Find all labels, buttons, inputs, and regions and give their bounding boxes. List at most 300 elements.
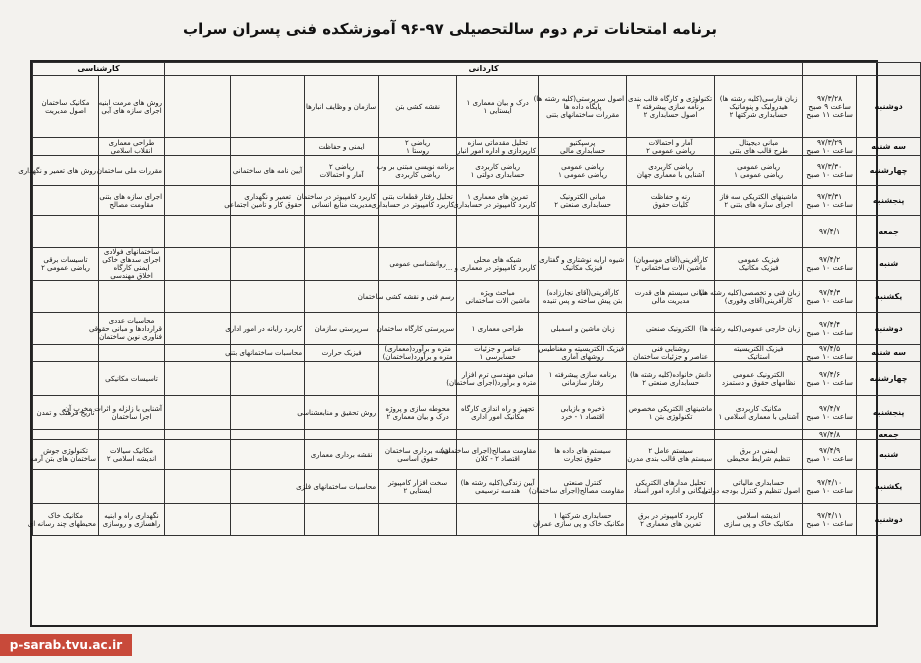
exam-slot: [376, 313, 457, 345]
course-name: روش های تعمیر و نگهداری: [18, 166, 97, 175]
exam-slot: [539, 138, 627, 156]
exam-slot: [231, 156, 305, 186]
exam-slot: [305, 216, 379, 248]
schedule-row: [33, 396, 921, 430]
course-name: تکنولوژی جوش: [43, 446, 88, 455]
course-name: مقاومت مصالح(اجرای ساختمان): [528, 486, 625, 495]
exam-slot: [231, 504, 305, 536]
exam-slot: [165, 362, 231, 396]
exam-slot: [457, 396, 539, 430]
exam-slot: [440, 440, 539, 470]
course-name: اجرای سازه های آبی: [101, 106, 162, 115]
course-name: برنامه سازی پیشرفته ۲: [636, 102, 705, 111]
page-title: برنامه امتحانات ترم دوم سالتحصیلی ۹۷-۹۶ آموزشکده فنی پسران سراب: [183, 20, 717, 38]
exam-slot: [715, 76, 803, 138]
exam-slot: [715, 362, 803, 396]
exam-slot: [379, 248, 457, 281]
course-name: ریاضی ۲: [328, 162, 355, 171]
course-name: حسابداری شرکتها ۱: [553, 511, 612, 520]
exam-slot: [305, 430, 379, 440]
course-name: متره و برآورد(ساختمان): [382, 353, 453, 361]
exam-slot: [539, 396, 627, 430]
schedule-row: [33, 76, 921, 138]
exam-slot: [305, 313, 379, 345]
exam-slot: [446, 362, 539, 396]
course-name: ریاضی عمومی ۱: [734, 170, 784, 179]
course-name: اجرای سازه های بتنی: [99, 192, 163, 201]
schedule-row: [33, 186, 921, 216]
schedule-row: [33, 440, 921, 470]
course-name: دانش خانواده(کلیه رشته ها): [629, 370, 712, 379]
course-name: بتن پیش ساخته و پس تنیده: [542, 296, 623, 305]
course-name: محوطه سازی و پروژه: [385, 404, 450, 413]
exam-slot: [296, 470, 379, 504]
date-cell: [803, 216, 857, 248]
course-name: مکانیک سیالات: [110, 446, 154, 455]
course-name: روشنایی فنی: [651, 345, 690, 353]
course-name: تکنولوژی بتن ۱: [648, 412, 693, 421]
course-name: حقوق اساسی: [397, 454, 438, 463]
exam-slot: [305, 345, 379, 362]
exam-slot: [627, 248, 715, 281]
exam-slot: [165, 504, 231, 536]
course-name: آشنایی با زلزله و اثرات مخرب آن: [64, 404, 163, 413]
day-cell: جمعه: [857, 430, 921, 440]
exam-slot: [539, 216, 627, 248]
schedule-row: [33, 313, 921, 345]
course-name: نقشه برداری معماری: [310, 450, 373, 459]
exam-slot: [627, 504, 715, 536]
exam-slot: [627, 186, 715, 216]
course-name: کاربرد کامپیوتر در برق: [638, 511, 704, 520]
course-name: روستا ۱: [406, 146, 430, 155]
course-name: راهسازی و روسازی: [102, 519, 161, 528]
date-cell: [803, 156, 857, 186]
exam-slot: [457, 156, 539, 186]
day-cell: دوشنبه: [857, 76, 921, 138]
header-kardani: کاردانی: [165, 63, 803, 76]
course-name: متره و برآورد(اجرای ساختمان): [446, 378, 537, 387]
date-cell: [803, 470, 857, 504]
date-value: ۹۷/۳/۳۱: [817, 191, 843, 201]
exam-slot: [165, 76, 231, 138]
exam-slot: [539, 186, 627, 216]
exam-slot: [379, 504, 457, 536]
date-value: ۹۷/۴/۱: [819, 226, 841, 236]
course-name: نقشه کشی بتن: [395, 102, 440, 111]
course-name: مبانی مهندسی ترم افزار: [461, 370, 534, 379]
date-cell: [803, 76, 857, 138]
course-name: مقاومت مصالح: [109, 200, 154, 209]
karshenasi-slot: [33, 248, 99, 281]
schedule-row: [33, 248, 921, 281]
exam-slot: [702, 470, 803, 504]
day-cell: دوشنبه: [857, 504, 921, 536]
exam-slot: [715, 430, 803, 440]
exam-slot: [627, 156, 715, 186]
course-name: اجرای سازه های بتنی ۲: [724, 200, 793, 209]
course-name: ساختمان های بتن آرمه: [30, 454, 97, 463]
exam-slot: [379, 138, 457, 156]
course-name: اندیشه اسلامی: [736, 511, 781, 520]
course-name: ماشین الات ساختمانی: [465, 296, 530, 305]
exam-slot: [371, 186, 457, 216]
exam-slot: [453, 186, 539, 216]
exam-slot: [715, 186, 803, 216]
course-name: محاسبات ساختمانهای فلزی: [296, 482, 377, 491]
schedule-row: [33, 281, 921, 313]
course-name: عناصر و جزئیات ساختمان: [633, 353, 709, 361]
course-name: حسابداری دولتی ۱: [470, 170, 525, 179]
course-name: زبان خارجی عمومی(کلیه رشته ها): [699, 324, 801, 333]
course-name: رفتار سازمانی: [561, 378, 604, 387]
course-name: شیوه ارایه نوشتاری و گفتاری: [539, 256, 625, 264]
exam-slot: [457, 470, 539, 504]
day-cell: چهارشنبه: [857, 362, 921, 396]
course-name: تاسیسات برقی: [43, 256, 88, 264]
exam-slot: [539, 156, 627, 186]
exam-slot: [539, 313, 627, 345]
course-name: کاربرد رایانه در امور اداری: [225, 324, 303, 333]
karshenasi-slot: [99, 248, 165, 281]
exam-slot: [297, 396, 379, 430]
course-name: مکانیک ساختمان: [41, 98, 90, 107]
exam-slot: [165, 430, 231, 440]
karshenasi-slot: [33, 138, 99, 156]
exam-slot: [379, 76, 457, 138]
course-name: مباحث ویژه: [480, 288, 515, 297]
course-name: اندیشه اسلامی ۲: [106, 454, 157, 463]
exam-slot: [627, 138, 715, 156]
course-name: بایگانی و اداره امور اسناد: [633, 486, 708, 495]
karshenasi-slot: [99, 362, 165, 396]
course-name: ریاضی کاربردی: [475, 162, 520, 171]
course-name: تجهیز و راه اندازی کارگاه: [460, 404, 535, 413]
date-value: ۹۷/۴/۶: [819, 369, 841, 379]
exam-time: ساعت ۱۰ صبح: [806, 485, 853, 495]
exam-slot: [305, 76, 379, 138]
course-name: فیزیک عمومی: [738, 256, 780, 264]
course-name: ریاضی عمومی ۲: [41, 264, 90, 272]
course-name: ایستایی ۱: [483, 106, 512, 115]
course-name: تنظیم شرایط محیطی: [726, 454, 791, 463]
exam-slot: [305, 440, 379, 470]
course-name: درک و بیان معماری ۱: [466, 98, 529, 107]
course-name: کاربرد کامپیوتر در حسابداری: [453, 200, 537, 209]
date-cell: [803, 138, 857, 156]
course-name: ریاضی عمومی ۱: [558, 170, 608, 179]
day-cell: سه شنبه: [857, 138, 921, 156]
schedule-row: [33, 345, 921, 362]
karshenasi-slot: [33, 345, 99, 362]
exam-slot: [457, 76, 539, 138]
exam-slot: [165, 313, 231, 345]
exam-slot: [305, 504, 379, 536]
karshenasi-slot: [33, 470, 99, 504]
day-cell: جمعه: [857, 216, 921, 248]
exam-slot: [165, 138, 231, 156]
exam-slot: [305, 362, 379, 396]
course-name: طراحی معماری ۱: [471, 324, 524, 333]
course-name: اصول سرپرستی(کلیه رشته ها): [533, 94, 625, 103]
karshenasi-slot: [33, 396, 99, 430]
schedule-row: [33, 504, 921, 536]
course-name: متره و برآورد(معماری): [384, 345, 451, 353]
header-row: [33, 63, 921, 76]
course-name: مکانیک خاک و پی سازی: [723, 519, 794, 528]
course-name: ریاضی کاربردی: [648, 162, 693, 171]
course-name: مبانی سیستم های قدرت: [634, 288, 707, 297]
exam-slot: [457, 504, 539, 536]
course-name: مکانیک خاک و پی سازی عمران: [532, 519, 625, 528]
exam-slot: [533, 76, 627, 138]
date-value: ۹۷/۴/۵: [819, 344, 841, 353]
exam-slot: [305, 156, 379, 186]
exam-time: ساعت ۱۰ صبح: [806, 295, 853, 305]
course-name: قراردادها و مبانی حقوقی: [88, 324, 163, 333]
date-cell: [803, 248, 857, 281]
date-cell: [803, 504, 857, 536]
course-name: ایمنی در برق: [739, 446, 778, 455]
header-karshenasi: کارشناسی: [33, 63, 165, 76]
day-cell: دوشنبه: [857, 313, 921, 345]
course-name: کارپردازی و اداره امور انبار: [456, 146, 537, 155]
exam-slot: [231, 430, 305, 440]
course-name: مدیریت منابع انسانی: [311, 200, 372, 209]
course-name: فیزیک مکانیک: [562, 264, 603, 272]
course-name: درک و بیان معماری ۲: [386, 412, 449, 421]
course-name: حقوق کار و تامین اجتماعی: [224, 200, 303, 209]
exam-slot: [715, 440, 803, 470]
karshenasi-slot: [33, 281, 99, 313]
exam-slot: [231, 396, 305, 430]
course-name: تحلیل مدارهای الکتریکی: [635, 478, 706, 487]
day-cell: سه شنبه: [857, 345, 921, 362]
course-name: مبانی دیجیتال: [739, 138, 779, 147]
course-name: کاربرد کامپیوتر در حسابداری: [371, 200, 455, 209]
course-name: روشهای آماری: [561, 353, 604, 361]
exam-slot: [715, 248, 803, 281]
course-name: ایمنی و حفاظت: [318, 142, 365, 151]
exam-slot: [539, 345, 627, 362]
course-name: اصول حسابداری ۲: [643, 110, 698, 119]
course-name: طراحی معماری: [108, 138, 155, 147]
exam-slot: [379, 216, 457, 248]
course-name: فیزیک حرارت: [321, 349, 362, 357]
course-name: کاربرد کامپیوتر در ساختمان: [296, 192, 377, 201]
date-value: ۹۷/۴/۱۰: [817, 477, 843, 487]
course-name: کارآفرینی(آقای موسویان): [633, 256, 708, 264]
course-name: پرسپکتیو: [569, 138, 596, 147]
course-name: فناوری نوین ساختمان: [99, 332, 163, 341]
course-name: تمرین های معماری ۱: [467, 192, 529, 201]
exam-slot: [715, 216, 803, 248]
course-name: مقررات ملی ساختمان: [96, 166, 163, 175]
course-name: کنترل صنعتی: [563, 478, 602, 487]
date-cell: [803, 186, 857, 216]
exam-slot: [715, 396, 803, 430]
course-name: سیستم های داده ها: [554, 446, 611, 455]
day-cell: پنجشنبه: [857, 396, 921, 430]
course-name: فیزیک مکانیک: [738, 264, 779, 272]
course-name: آیین زندگی(کلیه رشته ها): [460, 478, 535, 487]
course-name: برنامه نویسی مبتنی بر وب: [376, 162, 455, 171]
exam-slot: [627, 430, 715, 440]
course-name: انقلاب اسلامی: [110, 146, 153, 155]
course-name: مبانی الکترونیک: [559, 192, 606, 201]
course-name: ماشینهای الکتریکی مخصوص: [628, 404, 713, 413]
course-name: سرپرستی سازمان: [314, 324, 369, 333]
date-cell: [803, 281, 857, 313]
exam-schedule-sheet: [18, 60, 908, 627]
header-spacer: [803, 63, 921, 76]
course-name: اصول تنظیم و کنترل بودجه دولتی: [702, 486, 801, 495]
course-name: ریاضی کاربردی: [395, 170, 440, 179]
course-name: محاسبات عددی: [108, 316, 155, 325]
course-name: سیستم عامل ۲: [648, 446, 693, 455]
date-cell: [803, 313, 857, 345]
exam-slot: [379, 430, 457, 440]
exam-slot: [165, 216, 231, 248]
exam-slot: [165, 156, 231, 186]
course-name: تحلیل رفتار قطعات بتنی: [382, 192, 453, 201]
exam-time: ساعت ۱۰ صبح: [806, 352, 853, 361]
course-name: تعمیر و نگهداری: [244, 192, 291, 201]
course-name: هیدرولیک و پنوماتیک: [729, 102, 788, 111]
schedule-row: [33, 138, 921, 156]
day-cell: شنبه: [857, 248, 921, 281]
exam-slot: [379, 396, 457, 430]
site-watermark[interactable]: p-sarab.tvu.ac.ir: [0, 634, 132, 656]
exam-slot: [539, 281, 627, 313]
karshenasi-slot: [99, 76, 165, 138]
exam-slot: [445, 248, 539, 281]
exam-slot: [715, 345, 803, 362]
course-name: کلیات حقوق: [652, 200, 689, 209]
karshenasi-slot: [30, 440, 99, 470]
karshenasi-slot: [99, 430, 165, 440]
exam-time: ساعت ۱۱ صبح: [806, 109, 853, 119]
course-name: تحلیل مقدماتی سازه: [467, 138, 528, 147]
exam-slot: [165, 396, 231, 430]
karshenasi-slot: [99, 138, 165, 156]
karshenasi-slot: [96, 156, 165, 186]
course-name: رسم فنی و نقشه کشی ساختمان: [357, 292, 455, 301]
exam-slot: [539, 362, 627, 396]
exam-slot: [532, 504, 627, 536]
exam-slot: [699, 281, 803, 313]
course-name: الکترونیک صنعتی: [645, 324, 696, 333]
course-name: تاریخ فرهنگ و تمدن: [36, 408, 95, 417]
course-name: رنه و حفاظت: [650, 192, 691, 201]
course-name: مکانیک خاک: [47, 511, 84, 520]
course-name: حسابداری صنعتی ۲: [554, 200, 611, 209]
exam-slot: [231, 281, 305, 313]
karshenasi-slot: [88, 313, 165, 345]
course-name: نگهداری راه و ابنیه: [104, 511, 159, 520]
exam-time: ساعت ۱۰ صبح: [806, 518, 853, 528]
exam-slot: [457, 216, 539, 248]
karshenasi-slot: [18, 156, 99, 186]
exam-slot: [627, 281, 715, 313]
date-cell: [803, 362, 857, 396]
course-name: ریاضی عمومی ۲: [646, 146, 696, 155]
course-name: فیزیک الکتریسیته: [733, 345, 784, 353]
exam-slot: [379, 440, 457, 470]
exam-slot: [457, 345, 539, 362]
day-cell: یکشنبه: [857, 470, 921, 504]
exam-slot: [231, 138, 305, 156]
exam-time: ساعت ۱۰ صبح: [806, 145, 853, 155]
course-name: حسابداری صنعتی ۲: [642, 378, 699, 387]
date-value: ۹۷/۴/۲: [819, 255, 841, 264]
exam-slot: [231, 362, 305, 396]
exam-slot: [376, 156, 457, 186]
course-name: آیین نامه های ساختمانی: [232, 166, 303, 175]
exam-time: ساعت ۱۰ صبح: [806, 377, 853, 387]
date-value: ۹۷/۴/۷: [819, 403, 841, 413]
exam-slot: [457, 313, 539, 345]
course-name: مقاومت مصالح(اجرای ساختمان): [440, 446, 537, 455]
exam-slot: [231, 216, 305, 248]
schedule-row: [33, 470, 921, 504]
exam-slot: [357, 281, 457, 313]
exam-time: ساعت ۱۰ صبح: [806, 453, 853, 463]
course-name: اقتصاد ۲ - کلان: [475, 454, 520, 463]
course-name: محیطهای چند رسانه ای: [27, 519, 97, 528]
exam-slot: [165, 440, 231, 470]
course-name: کاربرد کامپیوتر در معماری و ...: [445, 264, 537, 272]
day-cell: چهارشنبه: [857, 156, 921, 186]
course-name: الکترونیک عمومی: [732, 370, 785, 379]
exam-time: ساعت ۱۰ صبح: [806, 169, 853, 179]
date-cell: [803, 396, 857, 430]
exam-slot: [231, 470, 305, 504]
course-name: نظامهای حقوق و دستمزد: [721, 378, 796, 387]
date-cell: [803, 440, 857, 470]
course-name: طرح قالب های بتنی: [729, 146, 788, 155]
karshenasi-slot: [99, 470, 165, 504]
exam-slot: [627, 470, 715, 504]
date-value: ۹۷/۴/۴: [819, 319, 841, 329]
exam-slot: [379, 362, 457, 396]
karshenasi-slot: [33, 430, 99, 440]
exam-slot: [627, 216, 715, 248]
exam-slot: [379, 470, 457, 504]
course-name: شبکه های محلی: [473, 256, 522, 264]
date-value: ۹۷/۴/۱۱: [817, 510, 843, 520]
course-name: اقتصاد ۱ - خرد: [561, 412, 605, 421]
course-name: حسابداری شرکتها ۲: [729, 110, 788, 119]
course-name: ایستایی ۲: [403, 486, 432, 495]
date-cell: [803, 430, 857, 440]
course-name: تمرین های معماری ۲: [640, 519, 702, 528]
exam-slot: [225, 313, 305, 345]
course-name: روش تحقیق و منابعشناسی: [297, 408, 377, 417]
course-name: فیزیک الکتریسیته و مغناطیس: [538, 345, 625, 353]
course-name: ریاضی ۲: [404, 138, 431, 147]
course-name: کارآفرینی(آقای نجارزاده): [546, 288, 619, 297]
exam-slot: [457, 138, 539, 156]
course-name: روانشناسی عمومی: [389, 260, 446, 268]
course-name: پایگاه داده ها: [563, 102, 602, 111]
exam-time: ساعت ۹ صبح: [808, 101, 851, 111]
schedule-row: [33, 156, 921, 186]
exam-slot: [165, 281, 231, 313]
course-name: اجرا ساختمان: [111, 412, 152, 421]
exam-slot: [379, 345, 457, 362]
course-name: برنامه سازی پیشرفته ۱: [548, 370, 617, 379]
